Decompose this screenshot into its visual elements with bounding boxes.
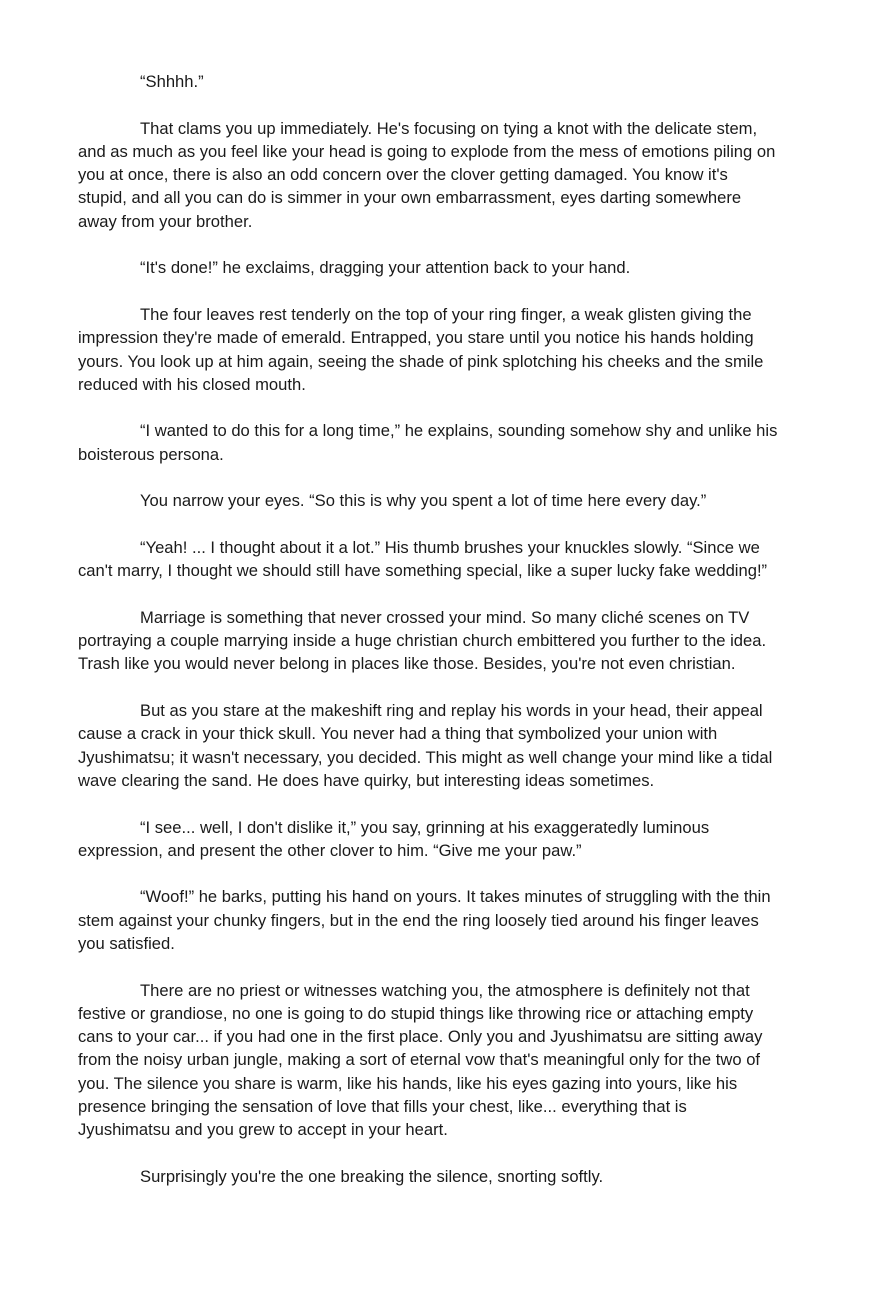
paragraph-shhhh: “Shhhh.” [140,72,204,91]
paragraph-i-see: “I see... well, I don't dislike it,” you say, grinning at his exaggeratedly luminous expression, and present the other clover to him. “Give me your paw.” [78,817,710,860]
paragraph-four-leaves: The four leaves rest tenderly on the top of your ring finger, a weak glisten giving the impression they're made of emerald. Entrapped, you stare until you notice his hands holding yours. You look up at him again, seeing the shade of pink splotching his cheeks and the smile reduced with his closed mouth. [78,304,764,394]
paragraph-surprisingly: Surprisingly you're the one breaking the silence, snorting softly. [140,1166,604,1186]
paragraph-clams-you-up: That clams you up immediately. He's focusing on tying a knot with the delicate stem, and as much as you feel like your head is going to explode from the mess of emotions piling on you at once, there is also an odd concern over the clover getting damaged. You know it's stupid, and all you can do is simmer in your own embarrassment, eyes darting somewhere away from your brother. [78,118,776,231]
paragraph-its-done: “It's done!” he exclaims, dragging your attention back to your hand. [140,258,631,278]
body-text [78,70,778,1212]
paragraph-yeah: “Yeah! ... I thought about it a lot.” His thumb brushes your knuckles slowly. “Since we can't marry, I thought we should still have something special, like a super lucky fake wedding!” [78,537,768,581]
paragraph-woof: “Woof!” he barks, putting his hand on yours. It takes minutes of struggling with the thin stem against your chunky fingers, but in the end the ring loosely tied around his finger leaves you satisfied. [78,887,771,953]
paragraph-makeshift-ring: But as you stare at the makeshift ring and replay his words in your head, their appeal cause a crack in your thick skull. You never had a thing that symbolized your union with Jyushimatsu; it wasn't necessary, you decided. This might as well change your mind like a tidal wave clearing the sand. He does have quirky, but interesting ideas sometimes. [78,701,773,790]
paragraph-wanted-to-do-this: “I wanted to do this for a long time,” he explains, sounding somehow shy and unlike his boisterous persona. [78,421,778,464]
paragraph-marriage: Marriage is something that never crossed your mind. So many cliché scenes on TV portraying a couple marrying inside a huge christian church embittered you further to the idea. Trash like you would never belong in places like those. Besides, you're not even christian. [78,607,767,674]
paragraph-no-priest: There are no priest or witnesses watching you, the atmosphere is definitely not that festive or grandiose, no one is going to do stupid things like throwing rice or attaching empty cans to your car... if you had one in the first place. Only you and Jyushimatsu are sitting away from the noisy urban jungle, making a sort of eternal vow that's meaningful only for the two of you. The silence you share is warm, like his hands, like his eyes gazing into yours, like his presence bringing the sensation of love that fills your chest, like... everything that is Jyushimatsu and you grew to accept in your heart. [78,980,763,1140]
paragraph-narrow-your-eyes: You narrow your eyes. “So this is why you spent a lot of time here every day.” [140,491,707,511]
